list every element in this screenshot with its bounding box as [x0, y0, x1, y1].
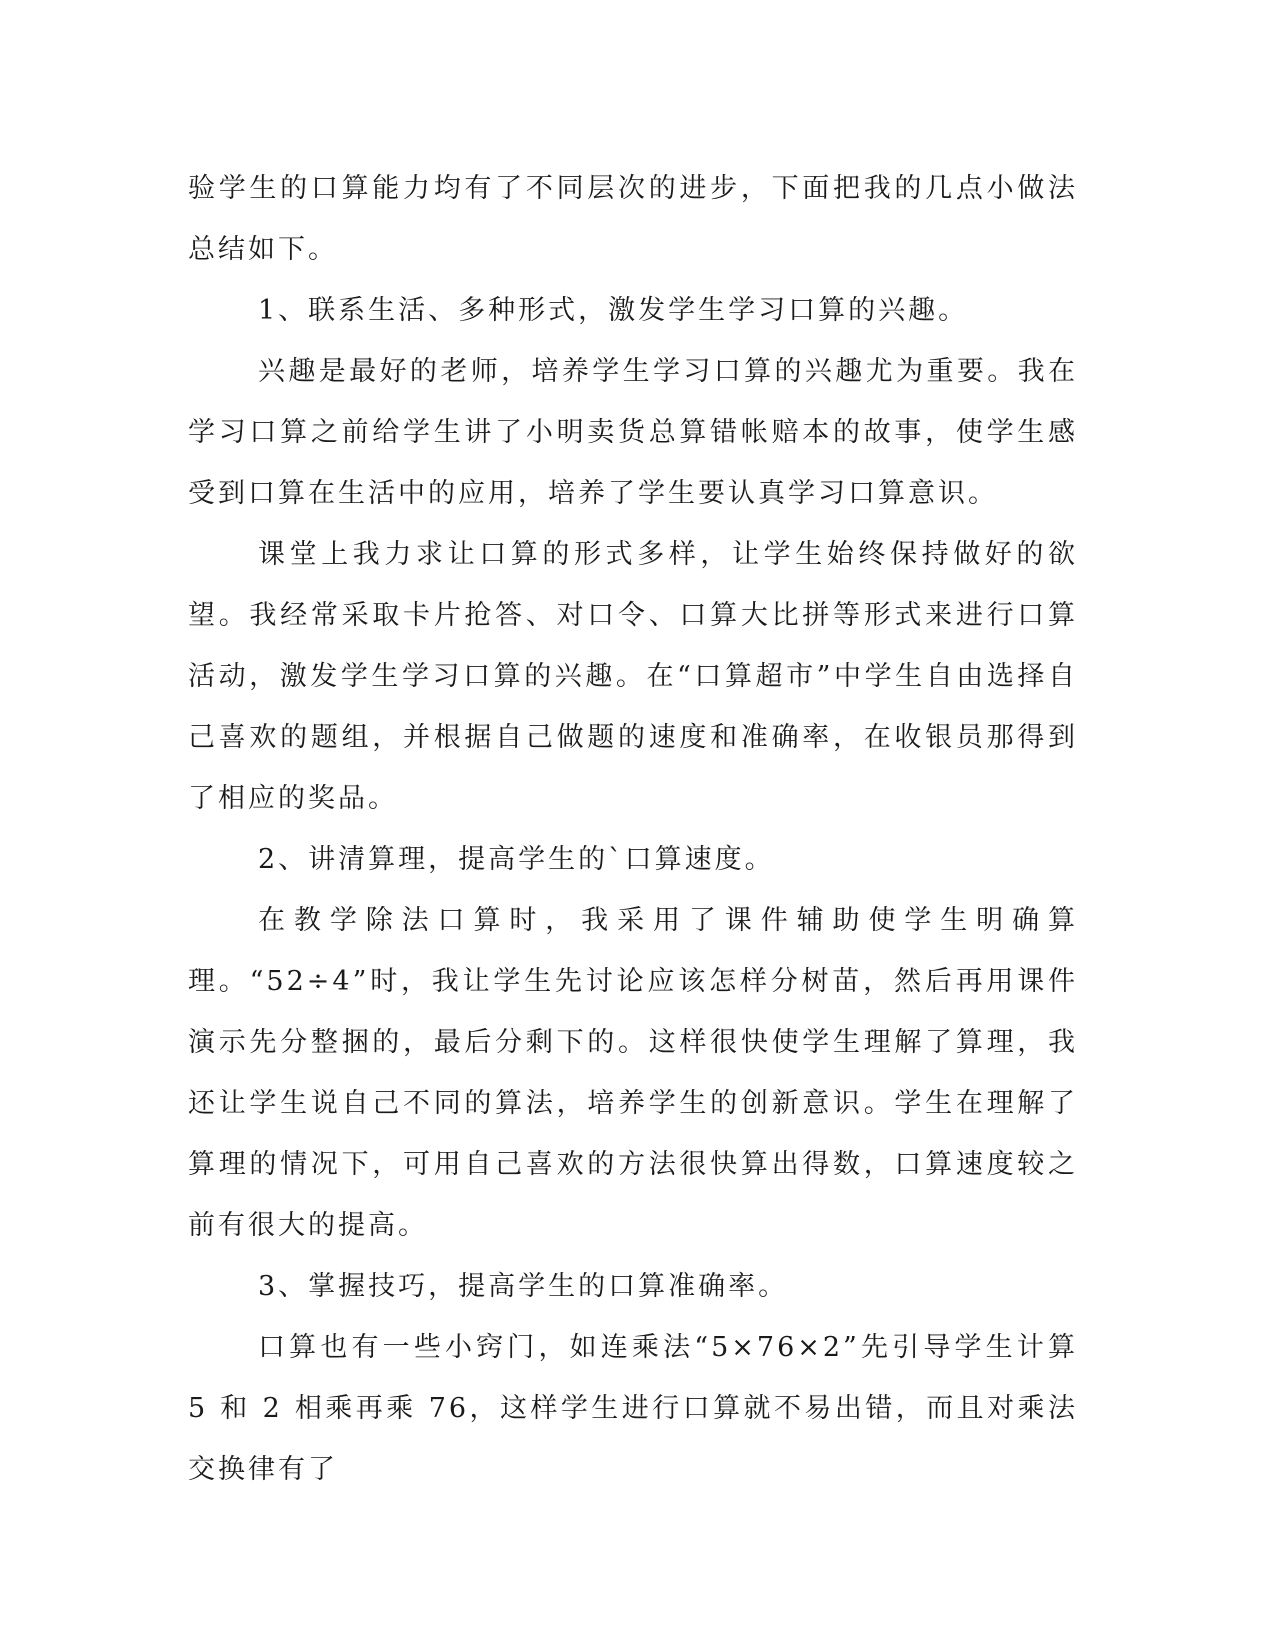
section-heading-3: 3、掌握技巧，提高学生的口算准确率。 [258, 1271, 789, 1302]
paragraph-interest: 兴趣是最好的老师，培养学生学习口算的兴趣尤为重要。我在学习口算之前给学生讲了小明卖货总算错帐赔本的故事，使学生感受到口算在生活中的应用，培养了学生要认真学习口算意识。 [188, 356, 1078, 509]
paragraph-continuation: 验学生的口算能力均有了不同层次的进步，下面把我的几点小做法总结如下。 [188, 173, 1078, 265]
paragraph-division: 在教学除法口算时，我采用了课件辅助使学生明确算理。“52÷4”时，我让学生先讨论应该怎样分树苗，然后再用课件演示先分整捆的，最后分剩下的。这样很快使学生理解了算理，我还让学生说自己不同的算法，培养学生的创新意识。学生在理解了算理的情况下，可用自己喜欢的方法很快算出得数，口算速度较之前有很大的提高。 [188, 905, 1078, 1241]
section-heading-2: 2、讲清算理，提高学生的`口算速度。 [258, 844, 775, 875]
paragraph-tricks: 口算也有一些小窍门，如连乘法“5×76×2”先引导学生计算 5 和 2 相乘再乘 76，这样学生进行口算就不易出错，而且对乘法交换律有了 [188, 1332, 1078, 1485]
section-heading-1: 1、联系生活、多种形式，激发学生学习口算的兴趣。 [258, 295, 969, 326]
paragraph-classroom: 课堂上我力求让口算的形式多样，让学生始终保持做好的欲望。我经常采取卡片抢答、对口令、口算大比拼等形式来进行口算活动，激发学生学习口算的兴趣。在“口算超市”中学生自由选择自己喜欢的题组，并根据自己做题的速度和准确率，在收银员那得到了相应的奖品。 [188, 539, 1078, 814]
document-body [188, 158, 1078, 1500]
